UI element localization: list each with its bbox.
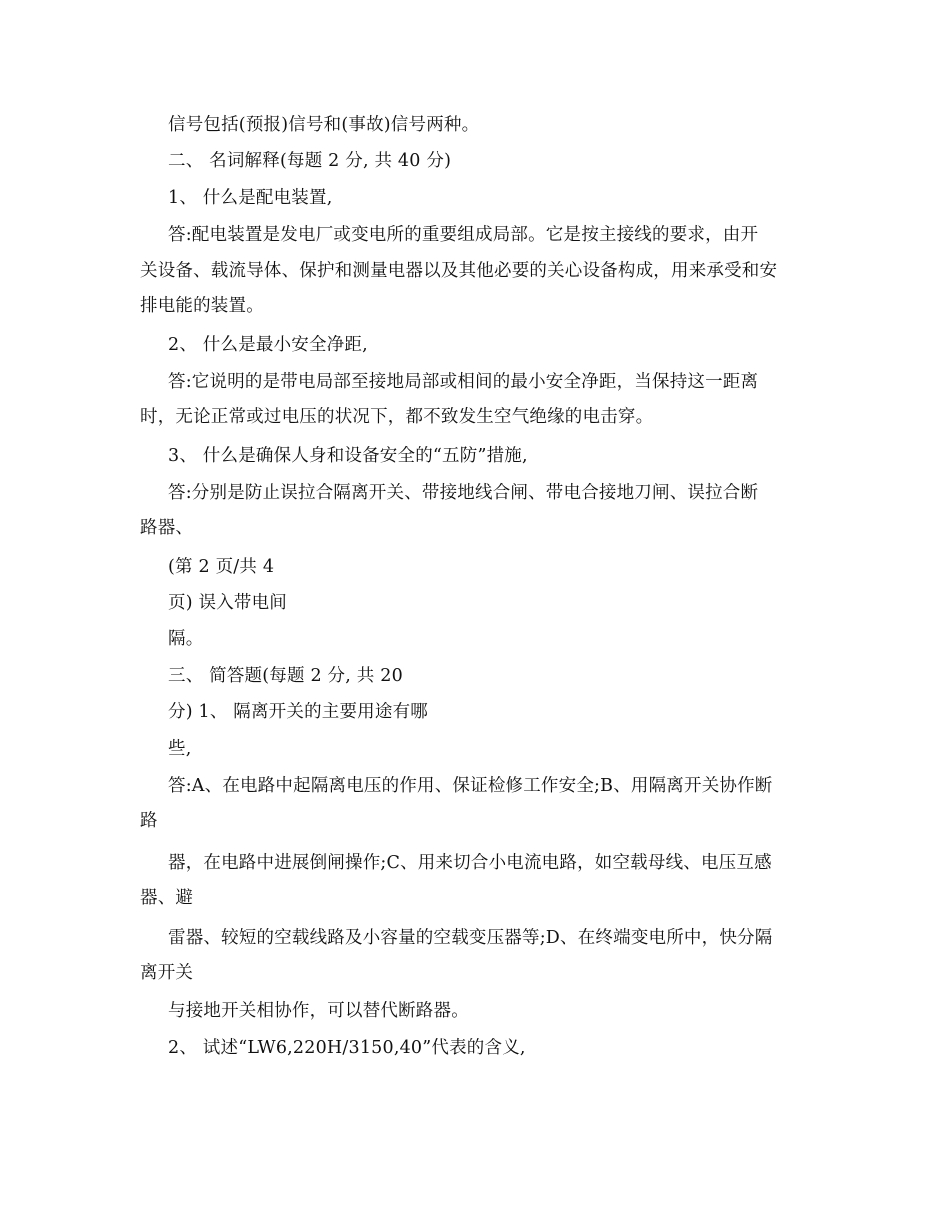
page-marker: (第 2 页/共 4 bbox=[168, 557, 275, 577]
answer-line: 与接地开关相协作，可以替代断路器。 bbox=[168, 1001, 469, 1021]
answer-line: 答:配电装置是发电厂或变电所的重要组成局部。它是按主接线的要求，由开 bbox=[168, 225, 759, 245]
answer-line: 答:它说明的是带电局部至接地局部或相间的最小安全净距，当保持这一距离 bbox=[168, 372, 759, 392]
answer-line: 雷器、较短的空载线路及小容量的空载变压器等;D、在终端变电所中，快分隔 bbox=[168, 928, 773, 948]
section-heading: 二、 名词解释(每题 2 分, 共 40 分) bbox=[168, 151, 452, 171]
answer-line: 答:分别是防止误拉合隔离开关、带接地线合闸、带电合接地刀闸、误拉合断 bbox=[168, 483, 759, 503]
answer-line: 器、避 bbox=[140, 888, 194, 908]
question-line: 些, bbox=[168, 739, 192, 759]
answer-line: 路器、 bbox=[140, 518, 194, 538]
text-line: 信号包括(预报)信号和(事故)信号两种。 bbox=[168, 115, 480, 135]
section-heading: 三、 简答题(每题 2 分, 共 20 bbox=[168, 666, 403, 686]
text-line: 隔。 bbox=[168, 629, 204, 649]
answer-line: 时，无论正常或过电压的状况下，都不致发生空气绝缘的电击穿。 bbox=[140, 407, 654, 427]
answer-line: 离开关 bbox=[140, 963, 194, 983]
text-line: 页) 误入带电间 bbox=[168, 593, 287, 613]
answer-line: 排电能的装置。 bbox=[140, 296, 264, 316]
answer-line: 路 bbox=[140, 811, 158, 831]
question-line: 2、 什么是最小安全净距, bbox=[168, 335, 368, 355]
question-line: 1、 什么是配电装置, bbox=[168, 188, 333, 208]
question-line: 2、 试述“LW6,220H/3150,40”代表的含义, bbox=[168, 1038, 526, 1058]
question-line: 3、 什么是确保人身和设备安全的“五防”措施, bbox=[168, 446, 528, 466]
question-line: 分) 1、 隔离开关的主要用途有哪 bbox=[168, 702, 428, 722]
answer-line: 器，在电路中进展倒闸操作;C、用来切合小电流电路，如空载母线、电压互感 bbox=[168, 853, 772, 873]
answer-line: 答:A、在电路中起隔离电压的作用、保证检修工作安全;B、用隔离开关协作断 bbox=[168, 776, 773, 796]
answer-line: 关设备、载流导体、保护和测量电器以及其他必要的关心设备构成，用来承受和安 bbox=[140, 261, 778, 281]
